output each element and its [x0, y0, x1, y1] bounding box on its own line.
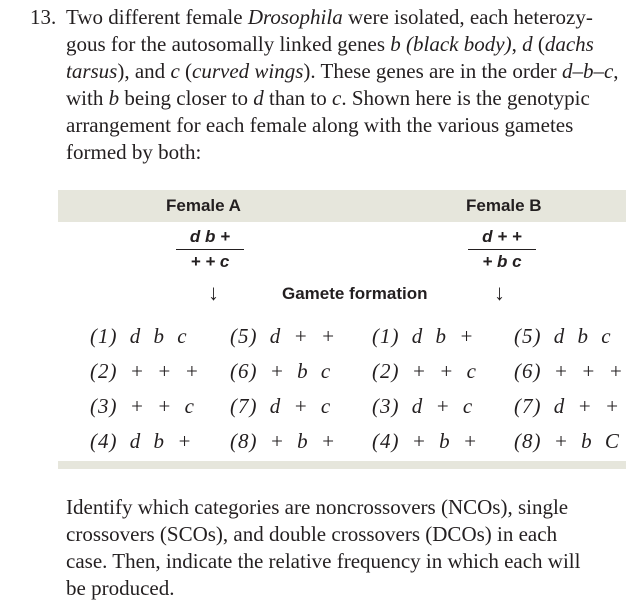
gamete-b-2: (2) + + c — [372, 359, 477, 383]
gamete-b-1: (1) d b + — [372, 324, 475, 348]
question-text — [66, 4, 626, 166]
female-b-bottom-chromosome: + b c — [482, 252, 522, 271]
gamete-b-3: (3) d + c — [372, 394, 474, 418]
instruction-line-4: be produced. — [66, 576, 175, 600]
female-a-bottom-chromosome: + + c — [190, 252, 230, 271]
gamete-panel — [58, 190, 626, 469]
gamete-b-5: (5) d b c — [514, 324, 612, 348]
gamete-b-8: (8) + b C — [514, 429, 620, 453]
gamete-a-2: (2) + + + — [90, 359, 200, 383]
female-a-genotype — [170, 226, 250, 273]
question-line-1: Two different female Drosophila were isolated, each heterozy- — [66, 5, 593, 29]
question-line-3: tarsus), and c (curved wings). These genes are in the order d–b–c, — [66, 59, 619, 83]
gamete-a-6: (6) + b c — [230, 359, 332, 383]
question-line-2: gous for the autosomally linked genes b (black body), d (dachs — [66, 32, 594, 56]
gamete-formation-title: Gamete formation — [282, 284, 428, 303]
chromosome-divider — [176, 249, 244, 250]
gamete-a-8: (8) + b + — [230, 429, 337, 453]
question-line-4: with b being closer to d than to c. Shown here is the genotypic — [66, 86, 590, 110]
gamete-a-3: (3) + + c — [90, 394, 195, 418]
gamete-b-4: (4) + b + — [372, 429, 479, 453]
female-a-label: Female A — [166, 196, 241, 215]
chromosome-divider — [468, 249, 536, 250]
question-number: 13. — [30, 5, 57, 29]
gamete-a-7: (7) d + c — [230, 394, 332, 418]
gamete-a-5: (5) d + + — [230, 324, 337, 348]
instruction-line-1: Identify which categories are noncrossovers (NCOs), single — [66, 495, 569, 519]
female-b-top-chromosome: d + + — [482, 227, 522, 246]
down-arrow-icon: ↓ — [494, 280, 505, 305]
gamete-a-1: (1) d b c — [90, 324, 188, 348]
question-line-5: arrangement for each female along with the various gametes — [66, 113, 574, 137]
panel-footer-band — [58, 461, 626, 469]
gamete-b-6: (6) + + + — [514, 359, 624, 383]
female-b-label: Female B — [466, 196, 542, 215]
question-line-6: formed by both: — [66, 140, 202, 164]
instruction-line-2: crossovers (SCOs), and double crossovers (DCOs) in each — [66, 522, 558, 546]
female-a-top-chromosome: d b + — [189, 227, 231, 246]
instruction-line-3: case. Then, indicate the relative frequency in which each will — [66, 549, 581, 573]
female-b-genotype — [462, 226, 542, 273]
gamete-a-4: (4) d b + — [90, 429, 193, 453]
instruction-text — [66, 494, 626, 602]
down-arrow-icon: ↓ — [208, 280, 219, 305]
gamete-b-7: (7) d + + — [514, 394, 621, 418]
